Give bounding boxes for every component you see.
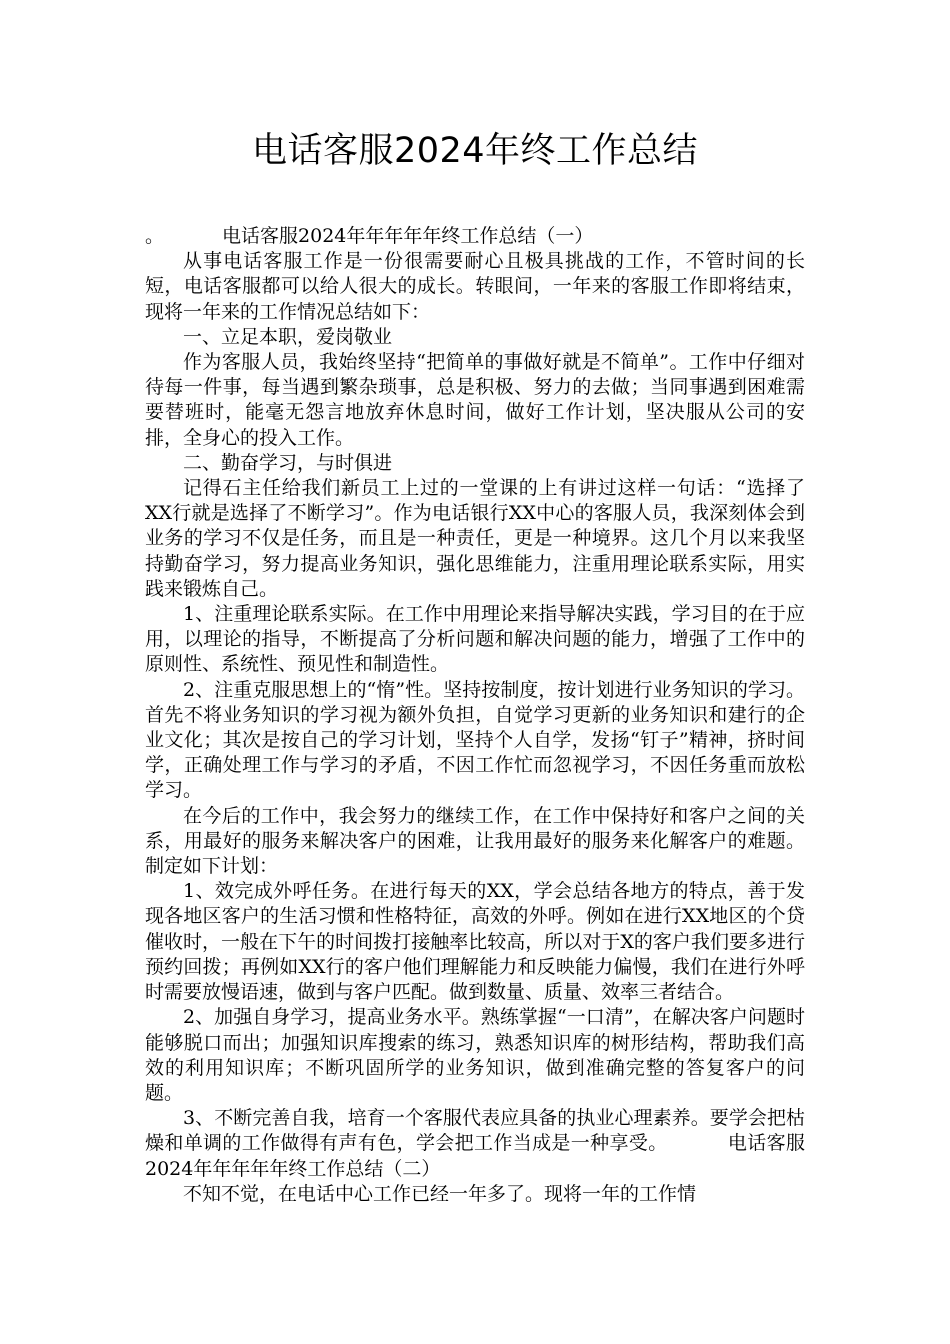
subheading: 一、立足本职，爱岗敬业 <box>183 325 393 348</box>
section1-heading-text: 电话客服2024年年年年年终工作总结（一） <box>222 225 594 247</box>
paragraph: 从事电话客服工作是一份很需要耐心且极具挑战的工作，不管时间的长短，电话客服都可以给人很大的成长。转眼间，一年来的客服工作即将结束，现将一年来的工作情况总结如下： <box>145 250 805 323</box>
section-heading-1 <box>145 224 805 249</box>
document-body <box>145 224 805 1207</box>
paragraph: 不知不觉，在电话中心工作已经一年多了。现将一年的工作情 <box>183 1182 697 1205</box>
page-title: 电话客服2024年终工作总结 <box>251 131 699 171</box>
subheading: 二、勤奋学习，与时俱进 <box>183 451 393 474</box>
paragraph: 1、效完成外呼任务。在进行每天的XX，学会总结各地方的特点，善于发现各地区客户的生活习惯和性格特征，高效的外呼。例如在进行XX地区的个贷催收时，一般在下午的时间拨打接触率比较高，所以对于X的客户我们要多进行预约回拨；再例如XX行的客户他们理解能力和反映能力偏慢，我们在进行外呼时需要放慢语速，做到与客户匹配。做到数量、质量、效率三者结合。 <box>145 880 805 1004</box>
section-heading-2: 电话客服2024年年年年年终工作总结（二） <box>145 1132 805 1180</box>
paragraph-with-section-heading <box>145 1106 805 1182</box>
paragraph: 记得石主任给我们新员工上过的一堂课的上有讲过这样一句话：“选择了XX行就是选择了不断学习”。作为电话银行XX中心的客服人员，我深刻体会到业务的学习不仅是任务，而且是一种责任，更是一种境界。这几个月以来我坚持勤奋学习，努力提高业务知识，强化思维能力，注重用理论联系实际，用实践来锻炼自己。 <box>145 477 805 600</box>
paragraph: 作为客服人员，我始终坚持“把简单的事做好就是不简单”。工作中仔细对待每一件事，每当遇到繁杂琐事，总是积极、努力的去做；当同事遇到困难需要替班时，能毫无怨言地放弃休息时间，做好工作计划，坚决服从公司的安排，全身心的投入工作。 <box>145 351 805 449</box>
paragraph-text: 3、不断完善自我，培育一个客服代表应具备的执业心理素养。要学会把枯燥和单调的工作做得有声有色，学会把工作当成是一种享受。 <box>145 1107 805 1155</box>
paragraph: 1、注重理论联系实际。在工作中用理论来指导解决实践，学习目的在于应用，以理论的指导，不断提高了分析问题和解决问题的能力，增强了工作中的原则性、系统性、预见性和制造性。 <box>145 603 805 676</box>
first-line-mark: 。 <box>145 225 165 247</box>
paragraph: 2、加强自身学习，提高业务水平。熟练掌握“一口清”，在解决客户问题时能够脱口而出；加强知识库搜索的练习，熟悉知识库的树形结构，帮助我们高效的利用知识库；不断巩固所学的业务知识，做到准确完整的答复客户的问题。 <box>145 1006 805 1104</box>
paragraph: 2、注重克服思想上的“惰”性。坚持按制度，按计划进行业务知识的学习。首先不将业务知识的学习视为额外负担，自觉学习更新的业务知识和建行的企业文化；其次是按自己的学习计划，坚持个人自学，发扬“钉子”精神，挤时间学，正确处理工作与学习的矛盾，不因工作忙而忽视学习，不因任务重而放松学习。 <box>145 678 805 802</box>
paragraph: 在今后的工作中，我会努力的继续工作，在工作中保持好和客户之间的关系，用最好的服务来解决客户的困难，让我用最好的服务来化解客户的难题。制定如下计划： <box>145 804 805 878</box>
